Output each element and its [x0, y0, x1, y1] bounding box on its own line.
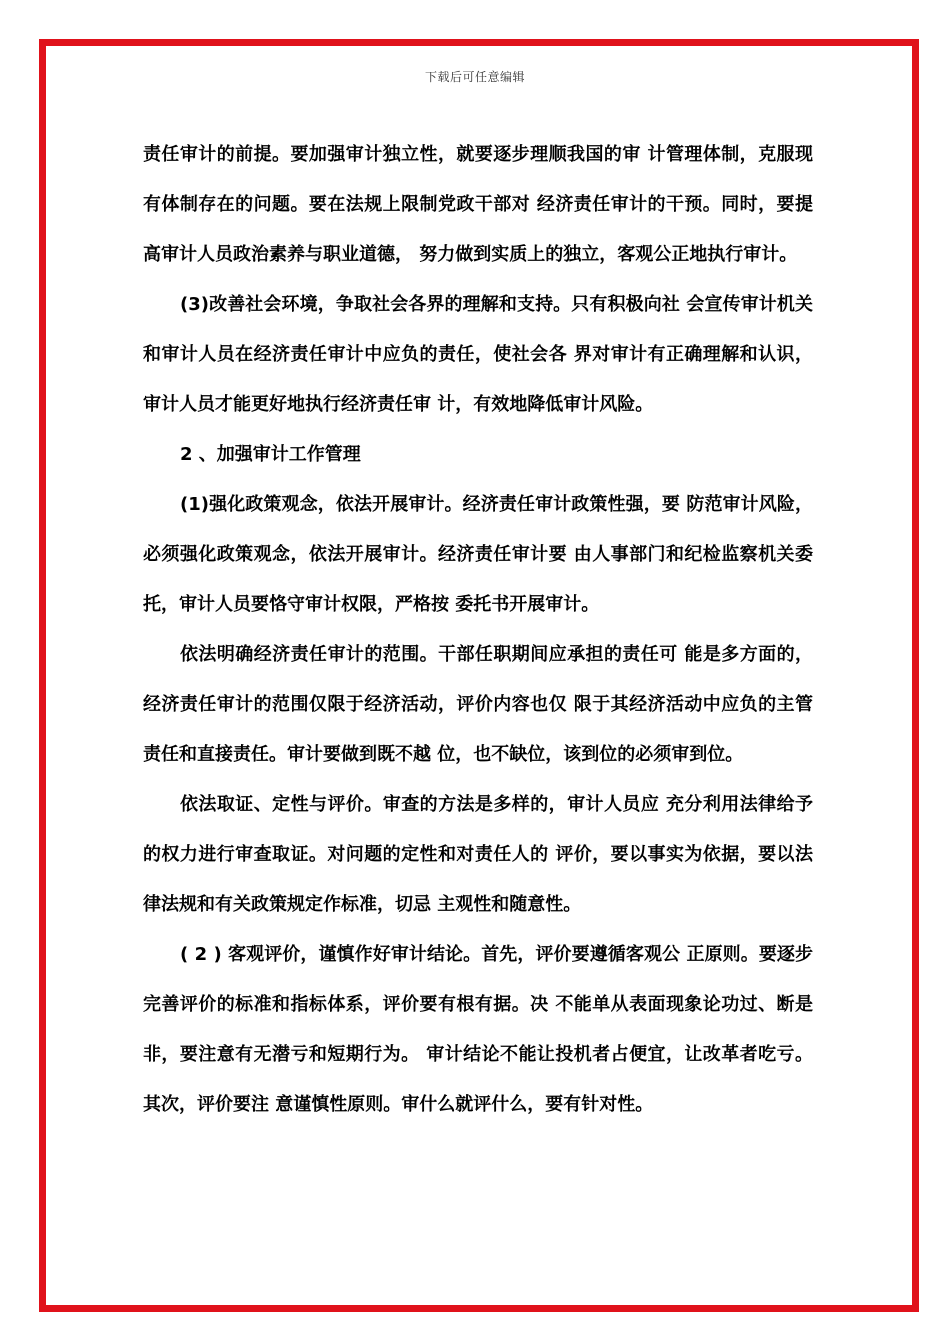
paragraph-1: 责任审计的前提。要加强审计独立性，就要逐步理顺我国的审 计管理体制，克服现有体制存在的问题。要在法规上限制党政干部对 经济责任审计的干预。同时，要提高审计人员政治素养与职业道德， 努力做到实质上的独立，客观公正地执行审计。	[143, 144, 813, 265]
section-heading: 2 、加强审计工作管理	[180, 444, 361, 465]
paragraph-5: 依法取证、定性与评价。审查的方法是多样的，审计人员应 充分利用法律给予的权力进行审查取证。对问题的定性和对责任人的 评价，要以事实为依据，要以法律法规和有关政策规定作标准，切忌 主观性和随意性。	[143, 794, 813, 915]
header-note: 下载后可任意编辑	[424, 70, 525, 84]
document-body	[143, 130, 813, 1130]
paragraph-4: 依法明确经济责任审计的范围。干部任职期间应承担的责任可 能是多方面的，经济责任审计的范围仅限于经济活动，评价内容也仅 限于其经济活动中应负的主管责任和直接责任。审计要做到既不越 位，也不缺位，该到位的必须审到位。	[143, 644, 813, 765]
paragraph-2: (3)改善社会环境，争取社会各界的理解和支持。只有积极向社 会宣传审计机关和审计人员在经济责任审计中应负的责任，使社会各 界对审计有正确理解和认识，审计人员才能更好地执行经济责任审 计，有效地降低审计风险。	[143, 294, 813, 415]
paragraph-3: (1)强化政策观念，依法开展审计。经济责任审计政策性强，要 防范审计风险，必须强化政策观念，依法开展审计。经济责任审计要 由人事部门和纪检监察机关委托，审计人员要恪守审计权限，严格按 委托书开展审计。	[143, 494, 813, 615]
paragraph-6: ( 2 ) 客观评价，谨慎作好审计结论。首先，评价要遵循客观公 正原则。要逐步完善评价的标准和指标体系，评价要有根有据。决 不能单从表面现象论功过、断是非，要注意有无潜亏和短期行为。 审计结论不能让投机者占便宜，让改革者吃亏。其次，评价要注 意谨慎性原则。审什么就评什么，要有针对性。	[143, 944, 813, 1115]
